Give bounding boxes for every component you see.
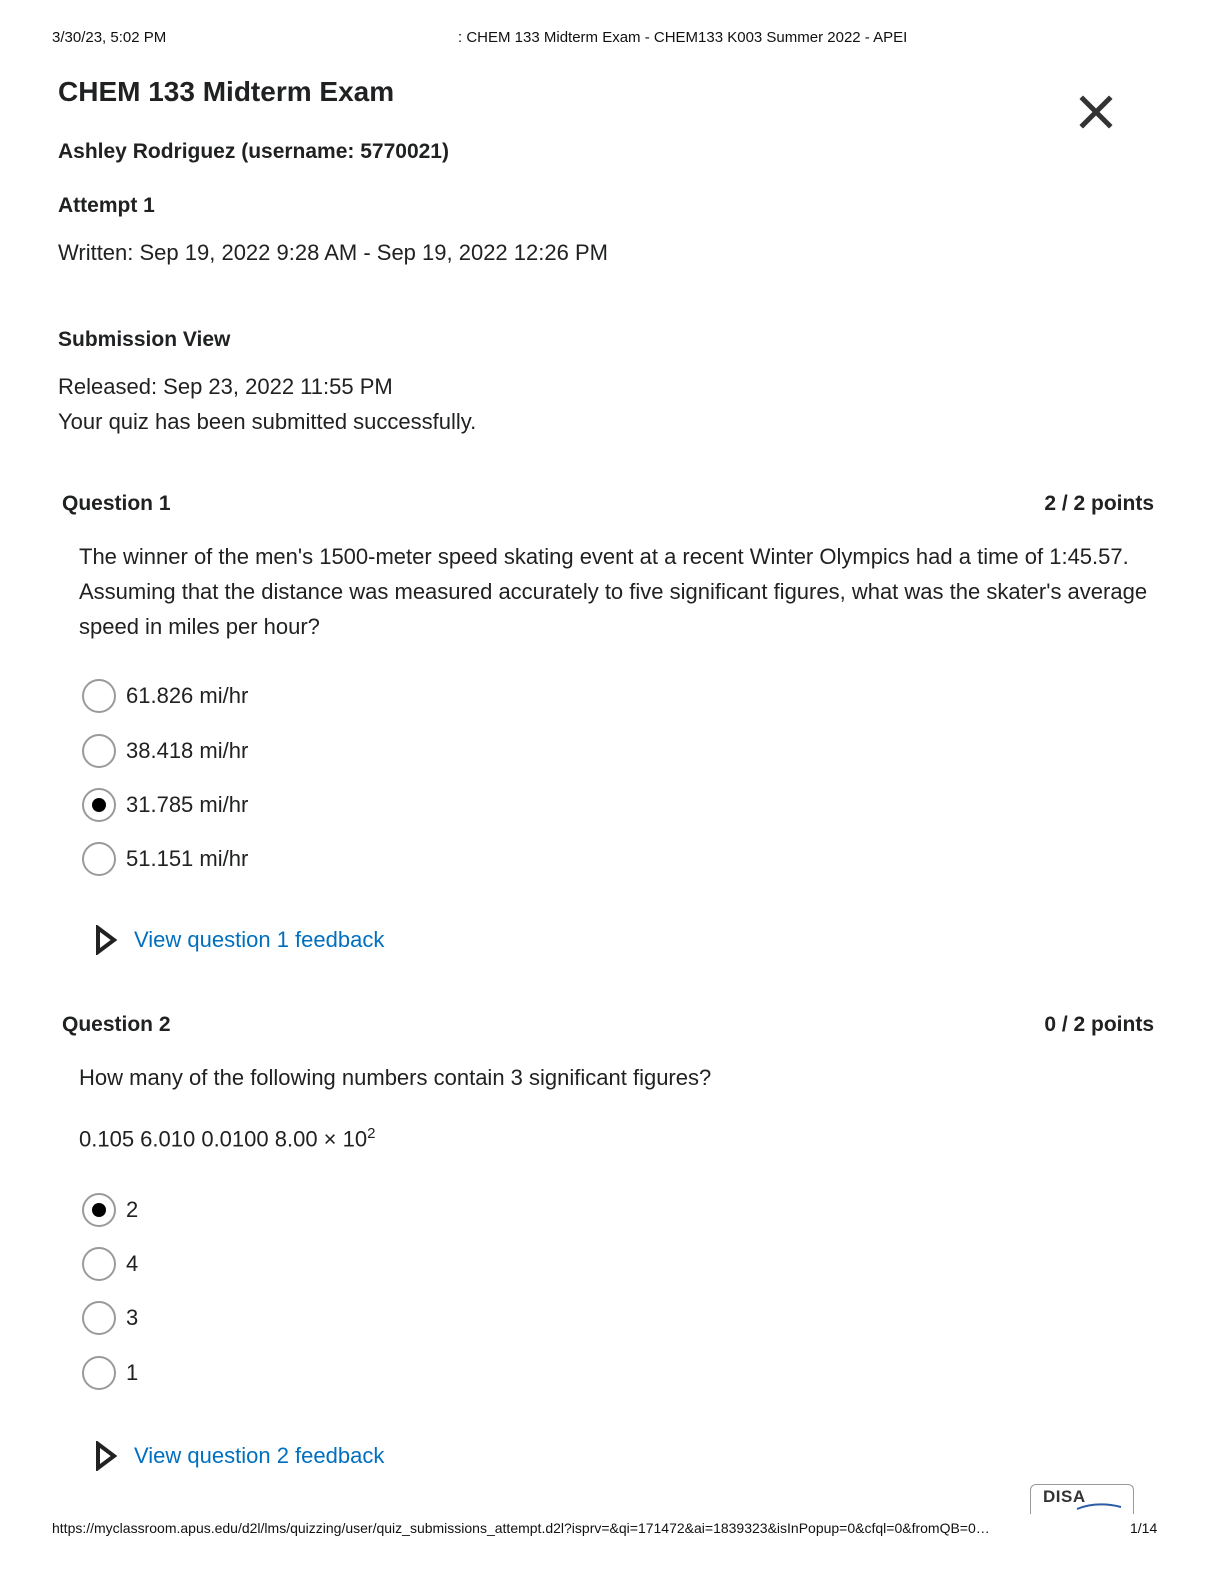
released-time: Released: Sep 23, 2022 11:55 PM	[58, 374, 393, 399]
disa-label: DISA	[1043, 1487, 1086, 1506]
attempt-label: Attempt 1	[58, 194, 155, 217]
radio-icon[interactable]	[82, 1247, 116, 1281]
view-feedback-link[interactable]: View question 2 feedback	[134, 1443, 385, 1468]
radio-icon[interactable]	[82, 679, 116, 713]
submission-view-heading: Submission View	[58, 328, 231, 351]
answer-option[interactable]	[82, 676, 248, 716]
option-label: 3	[126, 1305, 139, 1330]
answer-option[interactable]	[82, 1244, 138, 1284]
feedback-toggle[interactable]	[94, 1439, 384, 1473]
option-label: 2	[126, 1197, 139, 1222]
radio-checked-icon[interactable]	[82, 1193, 116, 1227]
print-url: https://myclassroom.apus.edu/d2l/lms/quizzing/user/quiz_submissions_attempt.d2l?isprv=&qi=171472&ai=1839323&isInPopup=0&cfql=0&fromQB=0…	[52, 1520, 990, 1536]
radio-icon[interactable]	[82, 734, 116, 768]
question-text: The winner of the men's 1500-meter speed skating event at a recent Winter Olympics had a time of 1:45.57. Assuming that the distance was measured accurately to five significant figures, what was the skater's average speed in miles per hour?	[79, 544, 1148, 639]
disa-badge	[1030, 1484, 1134, 1514]
option-label: 61.826 mi/hr	[126, 683, 249, 708]
question-header	[62, 1013, 1154, 1043]
triangle-right-icon	[94, 1441, 118, 1471]
radio-checked-icon[interactable]	[82, 788, 116, 822]
view-feedback-link[interactable]: View question 1 feedback	[134, 927, 385, 952]
formula-exponent: 2	[367, 1125, 376, 1142]
close-icon[interactable]	[1078, 94, 1114, 130]
print-header	[0, 29, 1224, 49]
feedback-toggle[interactable]	[94, 923, 384, 957]
option-label: 4	[126, 1251, 139, 1276]
option-label: 38.418 mi/hr	[126, 738, 249, 763]
question-title: Question 1	[62, 492, 171, 515]
formula-text: 0.105 6.010 0.0100 8.00 × 10	[79, 1126, 368, 1152]
question-text: How many of the following numbers contain 3 significant figures?	[79, 1065, 712, 1090]
answer-option[interactable]	[82, 1353, 138, 1393]
option-label: 1	[126, 1360, 139, 1385]
option-label: 51.151 mi/hr	[126, 846, 249, 871]
answer-option-selected[interactable]	[82, 1190, 138, 1230]
written-time: Written: Sep 19, 2022 9:28 AM - Sep 19, 2022 12:26 PM	[58, 240, 608, 265]
print-page-number: 1/14	[1130, 1520, 1158, 1536]
question-title: Question 2	[62, 1013, 171, 1036]
answer-option[interactable]	[82, 839, 248, 879]
student-name: Ashley Rodriguez (username: 5770021)	[58, 140, 449, 163]
question-1	[62, 492, 1154, 952]
question-points: 0 / 2 points	[1044, 1013, 1154, 1036]
answer-option[interactable]	[82, 1298, 138, 1338]
print-date: 3/30/23, 5:02 PM	[52, 29, 167, 46]
answer-option[interactable]	[82, 731, 248, 771]
question-formula	[79, 1125, 375, 1152]
question-header	[62, 492, 1154, 522]
triangle-right-icon	[94, 925, 118, 955]
question-points: 2 / 2 points	[1044, 492, 1154, 515]
print-page-title: : CHEM 133 Midterm Exam - CHEM133 K003 Summer 2022 - APEI	[458, 29, 908, 46]
page-title: CHEM 133 Midterm Exam	[58, 76, 395, 107]
radio-icon[interactable]	[82, 842, 116, 876]
radio-icon[interactable]	[82, 1356, 116, 1390]
swoosh-icon	[1075, 1499, 1123, 1511]
option-label: 31.785 mi/hr	[126, 792, 249, 817]
radio-icon[interactable]	[82, 1301, 116, 1335]
answer-option-selected[interactable]	[82, 785, 248, 825]
submitted-message: Your quiz has been submitted successfully.	[58, 409, 477, 434]
